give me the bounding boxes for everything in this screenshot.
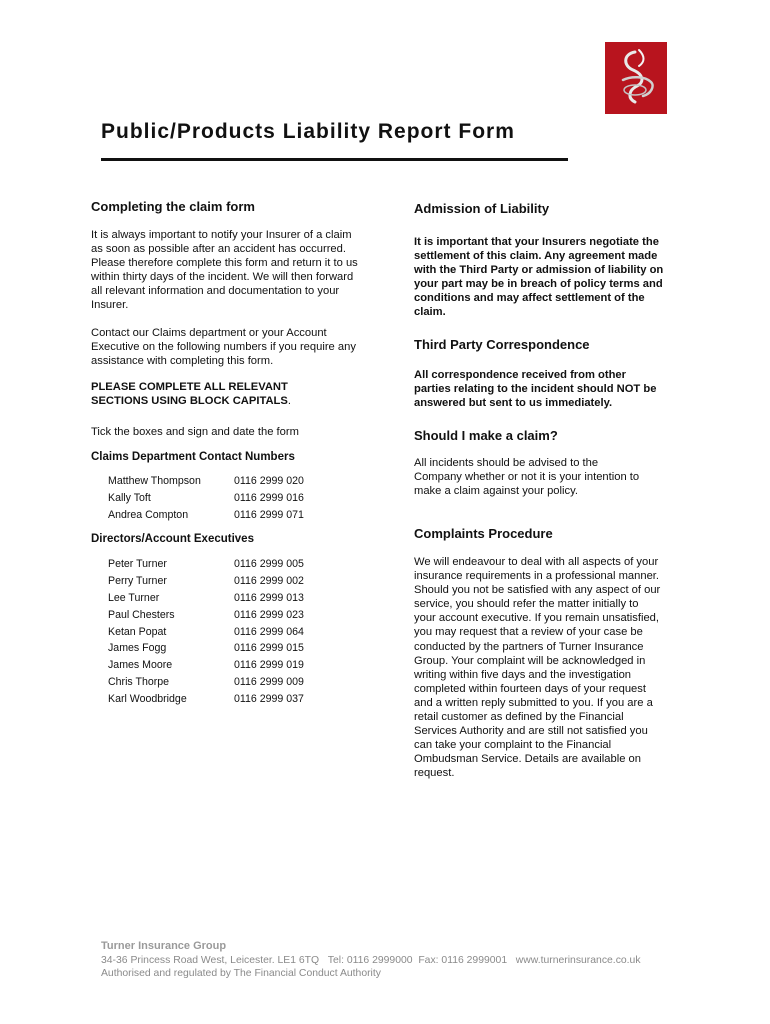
contact-name: Chris Thorpe <box>108 675 170 688</box>
contact-name: Perry Turner <box>108 575 167 588</box>
admission-liability-body: It is important that your Insurers negotiate the settlement of this claim. Any agreement made with the Third Party or admission of liability on your part may be in breach of policy terms and conditions and may affect settlement of the claim. <box>414 236 664 319</box>
should-claim-heading: Should I make a claim? <box>414 428 558 443</box>
contact-phone: 0116 2999 020 <box>234 475 304 488</box>
table-row <box>108 623 304 640</box>
directors-heading: Directors/Account Executives <box>91 533 254 545</box>
contact-phone: 0116 2999 071 <box>234 508 304 521</box>
footer-fax: Fax: 0116 2999001 <box>418 955 508 966</box>
contact-phone: 0116 2999 037 <box>234 692 304 705</box>
contact-phone: 0116 2999 016 <box>234 492 304 505</box>
contact-phone: 0116 2999 064 <box>234 625 304 638</box>
should-claim-body: All incidents should be advised to the Company whether or not it is your intention to make a claim against your policy. <box>414 457 640 498</box>
table-row <box>108 556 304 573</box>
table-row <box>108 590 304 607</box>
contact-phone: 0116 2999 015 <box>234 642 304 655</box>
table-row <box>108 674 304 691</box>
table-row <box>108 573 304 590</box>
contact-phone: 0116 2999 013 <box>234 591 304 604</box>
table-row <box>108 473 304 490</box>
third-party-heading: Third Party Correspondence <box>414 337 590 352</box>
footer-address: 34-36 Princess Road West, Leicester. LE1 6TQ <box>101 955 320 966</box>
contact-name: Kally Toft <box>108 492 151 505</box>
contact-phone: 0116 2999 002 <box>234 575 304 588</box>
contact-name: Paul Chesters <box>108 608 175 621</box>
contact-phone: 0116 2999 019 <box>234 659 304 672</box>
table-row <box>108 606 304 623</box>
table-row <box>108 657 304 674</box>
company-logo <box>605 42 667 114</box>
contact-name: Karl Woodbridge <box>108 692 187 705</box>
footer-company-name: Turner Insurance Group <box>101 940 227 952</box>
page-title: Public/Products Liability Report Form <box>101 120 515 143</box>
admission-liability-heading: Admission of Liability <box>414 201 550 216</box>
complaints-body: We will endeavour to deal with all aspects of your insurance requirements in a professional manner. Should you not be satisfied with any aspect of our service, you should refer the matter initially to your account executive. If you remain unsatisfied, you may request that a review of your case be conducted by the partners of Turner Insurance Group. Your complaint will be acknowledged in writing within five days and the investigation completed within fourteen days of your request and a written reply submitted to you. If you are a retail customer as defined by the Financial Services Authority and are still not satisfied you can take your complaint to the Financial Ombudsman Service. Details are available on request. <box>414 556 661 780</box>
contact-name: James Fogg <box>108 642 167 655</box>
table-row <box>108 490 304 507</box>
table-row <box>108 690 304 707</box>
contact-name: James Moore <box>108 659 173 672</box>
contact-phone: 0116 2999 005 <box>234 558 304 571</box>
third-party-body: All correspondence received from other parties relating to the incident should NOT be answered but sent to us immediately. <box>414 369 657 410</box>
block-capitals-notice <box>91 380 331 408</box>
completing-claim-heading: Completing the claim form <box>91 199 255 214</box>
footer-telephone: Tel: 0116 2999000 <box>327 955 413 966</box>
ampersand-swirl-logo-icon <box>605 42 667 114</box>
table-row <box>108 640 304 657</box>
contact-name: Ketan Popat <box>108 625 167 638</box>
contact-name: Matthew Thompson <box>108 475 201 488</box>
claims-contacts-table <box>108 473 304 523</box>
footer-contact-line <box>101 955 641 966</box>
block-capitals-period: . <box>287 395 291 408</box>
claims-department-heading: Claims Department Contact Numbers <box>91 451 295 463</box>
contact-name: Andrea Compton <box>108 508 189 521</box>
table-row <box>108 507 304 524</box>
completing-claim-body: It is always important to notify your Insurer of a claim as soon as possible after an accident has occurred. Please therefore complete this form and return it to us within thirty days of the incident. We will then forward all relevant information and documentation to your Insurer. <box>91 229 358 312</box>
contact-phone: 0116 2999 023 <box>234 608 304 621</box>
contact-phone: 0116 2999 009 <box>234 675 304 688</box>
block-capitals-text: PLEASE COMPLETE ALL RELEVANT SECTIONS USING BLOCK CAPITALS <box>91 381 288 408</box>
contact-name: Peter Turner <box>108 558 167 571</box>
title-divider <box>101 158 568 161</box>
contact-instructions: Contact our Claims department or your Account Executive on the following numbers if you require any assistance with completing this form. <box>91 327 356 368</box>
directors-contacts-table <box>108 556 304 707</box>
footer-regulation: Authorised and regulated by The Financial Conduct Authority <box>101 968 381 979</box>
contact-name: Lee Turner <box>108 591 160 604</box>
footer-website-link[interactable]: www.turnerinsurance.co.uk <box>515 955 641 966</box>
tick-boxes-instruction: Tick the boxes and sign and date the form <box>91 426 299 438</box>
complaints-heading: Complaints Procedure <box>414 526 553 541</box>
